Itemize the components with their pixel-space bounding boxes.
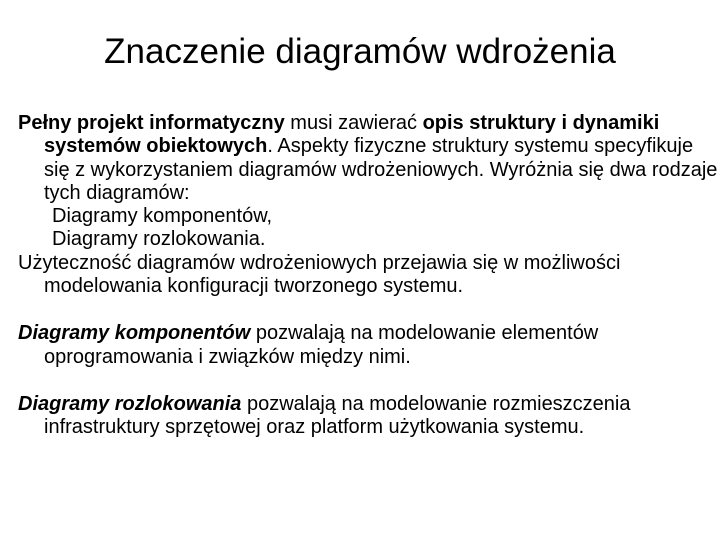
intro-bold-project: Pełny projekt informatyczny bbox=[18, 112, 285, 134]
components-description: pozwalają na modelowanie elementów oprogramowania i związków między nimi. bbox=[44, 322, 599, 368]
deployment-term: Diagramy rozlokowania bbox=[18, 392, 242, 415]
slide-title: Znaczenie diagramów wdrożenia bbox=[104, 32, 616, 71]
intro-paragraph bbox=[18, 112, 718, 205]
list-item-deployment: Diagramy rozlokowania. bbox=[52, 228, 266, 251]
components-term: Diagramy komponentów bbox=[18, 322, 251, 345]
intro-text-1: musi zawierać bbox=[284, 112, 423, 134]
usefulness-paragraph: Użyteczność diagramów wdrożeniowych przejawia się w możliwości modelowania konfiguracji tworzonego systemu. bbox=[18, 251, 621, 298]
deployment-paragraph bbox=[18, 393, 718, 440]
slide-body bbox=[18, 112, 718, 440]
intro-bold-structure: opis struktury i dynamiki systemów obiektowych bbox=[44, 112, 660, 158]
components-paragraph bbox=[18, 322, 718, 369]
deployment-description: pozwalają na modelowanie rozmieszczenia infrastruktury sprzętowej oraz platform użytkowania systemu. bbox=[44, 392, 631, 439]
intro-text-2: . Aspekty fizyczne struktury systemu specyfikuje się z wykorzystaniem diagramów wdrożeniowych. Wyróżnia się dwa rodzaje tych diagramów: bbox=[44, 135, 718, 204]
list-item-components: Diagramy komponentów, bbox=[52, 205, 273, 228]
